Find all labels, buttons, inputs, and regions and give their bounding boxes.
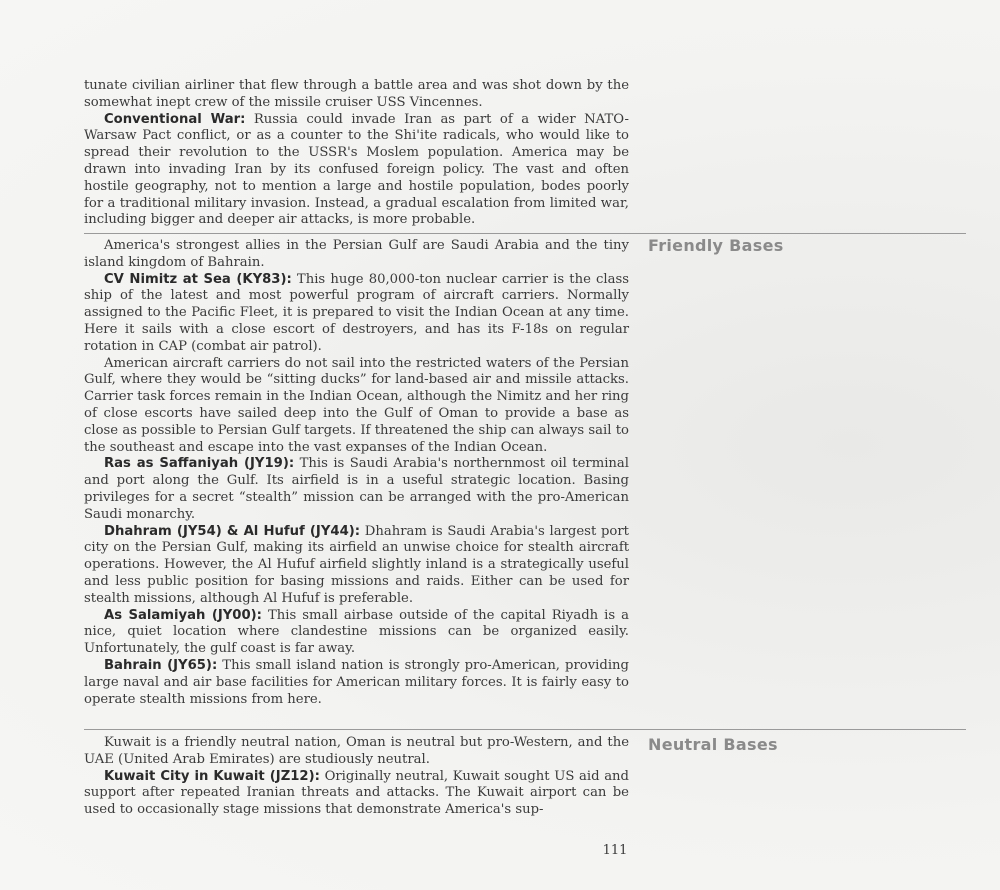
paragraph-as-salamiyah — [84, 608, 629, 658]
heading-kuwait: Kuwait City in Kuwait (JZ12): — [104, 768, 320, 784]
heading-conventional-war: Conventional War: — [104, 111, 246, 127]
section-intro — [84, 78, 629, 229]
paragraph-dhahram — [84, 524, 629, 608]
text-as-salamiyah: This small airbase outside of the capital Riyadh is a nice, quiet location where clandestine missions can be organized easily. Unfortunately, the gulf coast is far away. — [84, 607, 630, 657]
paragraph-kuwait — [84, 769, 629, 819]
section-divider — [84, 233, 966, 234]
page-number: 111 — [602, 843, 628, 858]
heading-nimitz: CV Nimitz at Sea (KY83): — [104, 271, 292, 287]
paragraph-neutral-intro: Kuwait is a friendly neutral nation, Oman is neutral but pro-Western, and the UAE (United Arab Emirates) are studiously neutral. — [84, 735, 629, 767]
text-kuwait: Originally neutral, Kuwait sought US aid and support after repeated Iranian threats and attacks. The Kuwait airport can be used to occasionally stage missions that demonstrate America's sup- — [84, 768, 629, 818]
paragraph-bahrain — [84, 658, 629, 708]
heading-dhahram: Dhahram (JY54) & Al Hufuf (JY44): — [104, 523, 361, 539]
text-bahrain: This small island nation is strongly pro-American, providing large naval and air base facilities for American military forces. It is fairly easy to operate stealth missions from here. — [84, 657, 629, 707]
paragraph-carriers: American aircraft carriers do not sail into the restricted waters of the Persian Gulf, where they would be “sitting ducks” for land-based air and missile attacks. Carrier task forces remain in the Indian Ocean, although the Nimitz and her ring of close escorts have sailed deep into the Gulf of Oman to provide a base as close as possible to Persian Gulf targets. If threatened the ship can always sail to the southeast and escape into the vast expanses of the Indian Ocean. — [84, 355, 629, 455]
paragraph-nimitz — [84, 272, 629, 356]
friendly-bases-heading: Friendly Bases — [648, 236, 784, 255]
text-nimitz: This huge 80,000-ton nuclear carrier is the class ship of the latest and most powerful program of aircraft carriers. Normally assigned to the Pacific Fleet, it is prepared to visit the Indian Ocean at any time. Here it sails with a close escort of destroyers, and has its F-18s on regular rotation in CAP (combat air patrol). — [84, 271, 629, 354]
heading-ras-as-saffaniyah: Ras as Saffaniyah (JY19): — [104, 456, 295, 472]
section-neutral-bases — [84, 735, 629, 819]
text-conventional-war: Russia could invade Iran as part of a wider NATO-Warsaw Pact conflict, or as a counter to the Shi'ite radicals, who would like to spread their revolution to the USSR's Moslem population. America may be drawn into invading Iran by its confused foreign policy. The vast and often hostile geography, not to mention a large and hostile population, bodes poorly for a traditional military invasion. Instead, a gradual escalation from limited war, including bigger and deeper air attacks, is more probable. — [84, 111, 629, 228]
neutral-bases-heading: Neutral Bases — [648, 735, 778, 754]
heading-bahrain: Bahrain (JY65): — [104, 657, 218, 673]
text-ras-as-saffaniyah: This is Saudi Arabia's northernmost oil terminal and port along the Gulf. Its airfield is in a useful strategic location. Basing privileges for a secret “stealth” mission can be arranged with the pro-American Saudi monarchy. — [84, 456, 629, 522]
section-friendly-bases — [84, 238, 629, 708]
section-divider — [84, 729, 966, 730]
paragraph-ras-as-saffaniyah — [84, 456, 629, 523]
heading-as-salamiyah: As Salamiyah (JY00): — [104, 607, 262, 623]
paragraph-friendly-intro: America's strongest allies in the Persian Gulf are Saudi Arabia and the tiny island kingdom of Bahrain. — [84, 238, 629, 270]
text-dhahram: Dhahram is Saudi Arabia's largest port city on the Persian Gulf, making its airfield an unwise choice for stealth aircraft operations. However, the Al Hufuf airfield slightly inland is a strategically useful and less public position for basing missions and raids. Either can be used for stealth missions, although Al Hufuf is preferable. — [84, 523, 629, 606]
paragraph-airliner: tunate civilian airliner that flew through a battle area and was shot down by the somewhat inept crew of the missile cruiser USS Vincennes. — [84, 78, 629, 110]
paragraph-conventional-war — [84, 112, 629, 230]
